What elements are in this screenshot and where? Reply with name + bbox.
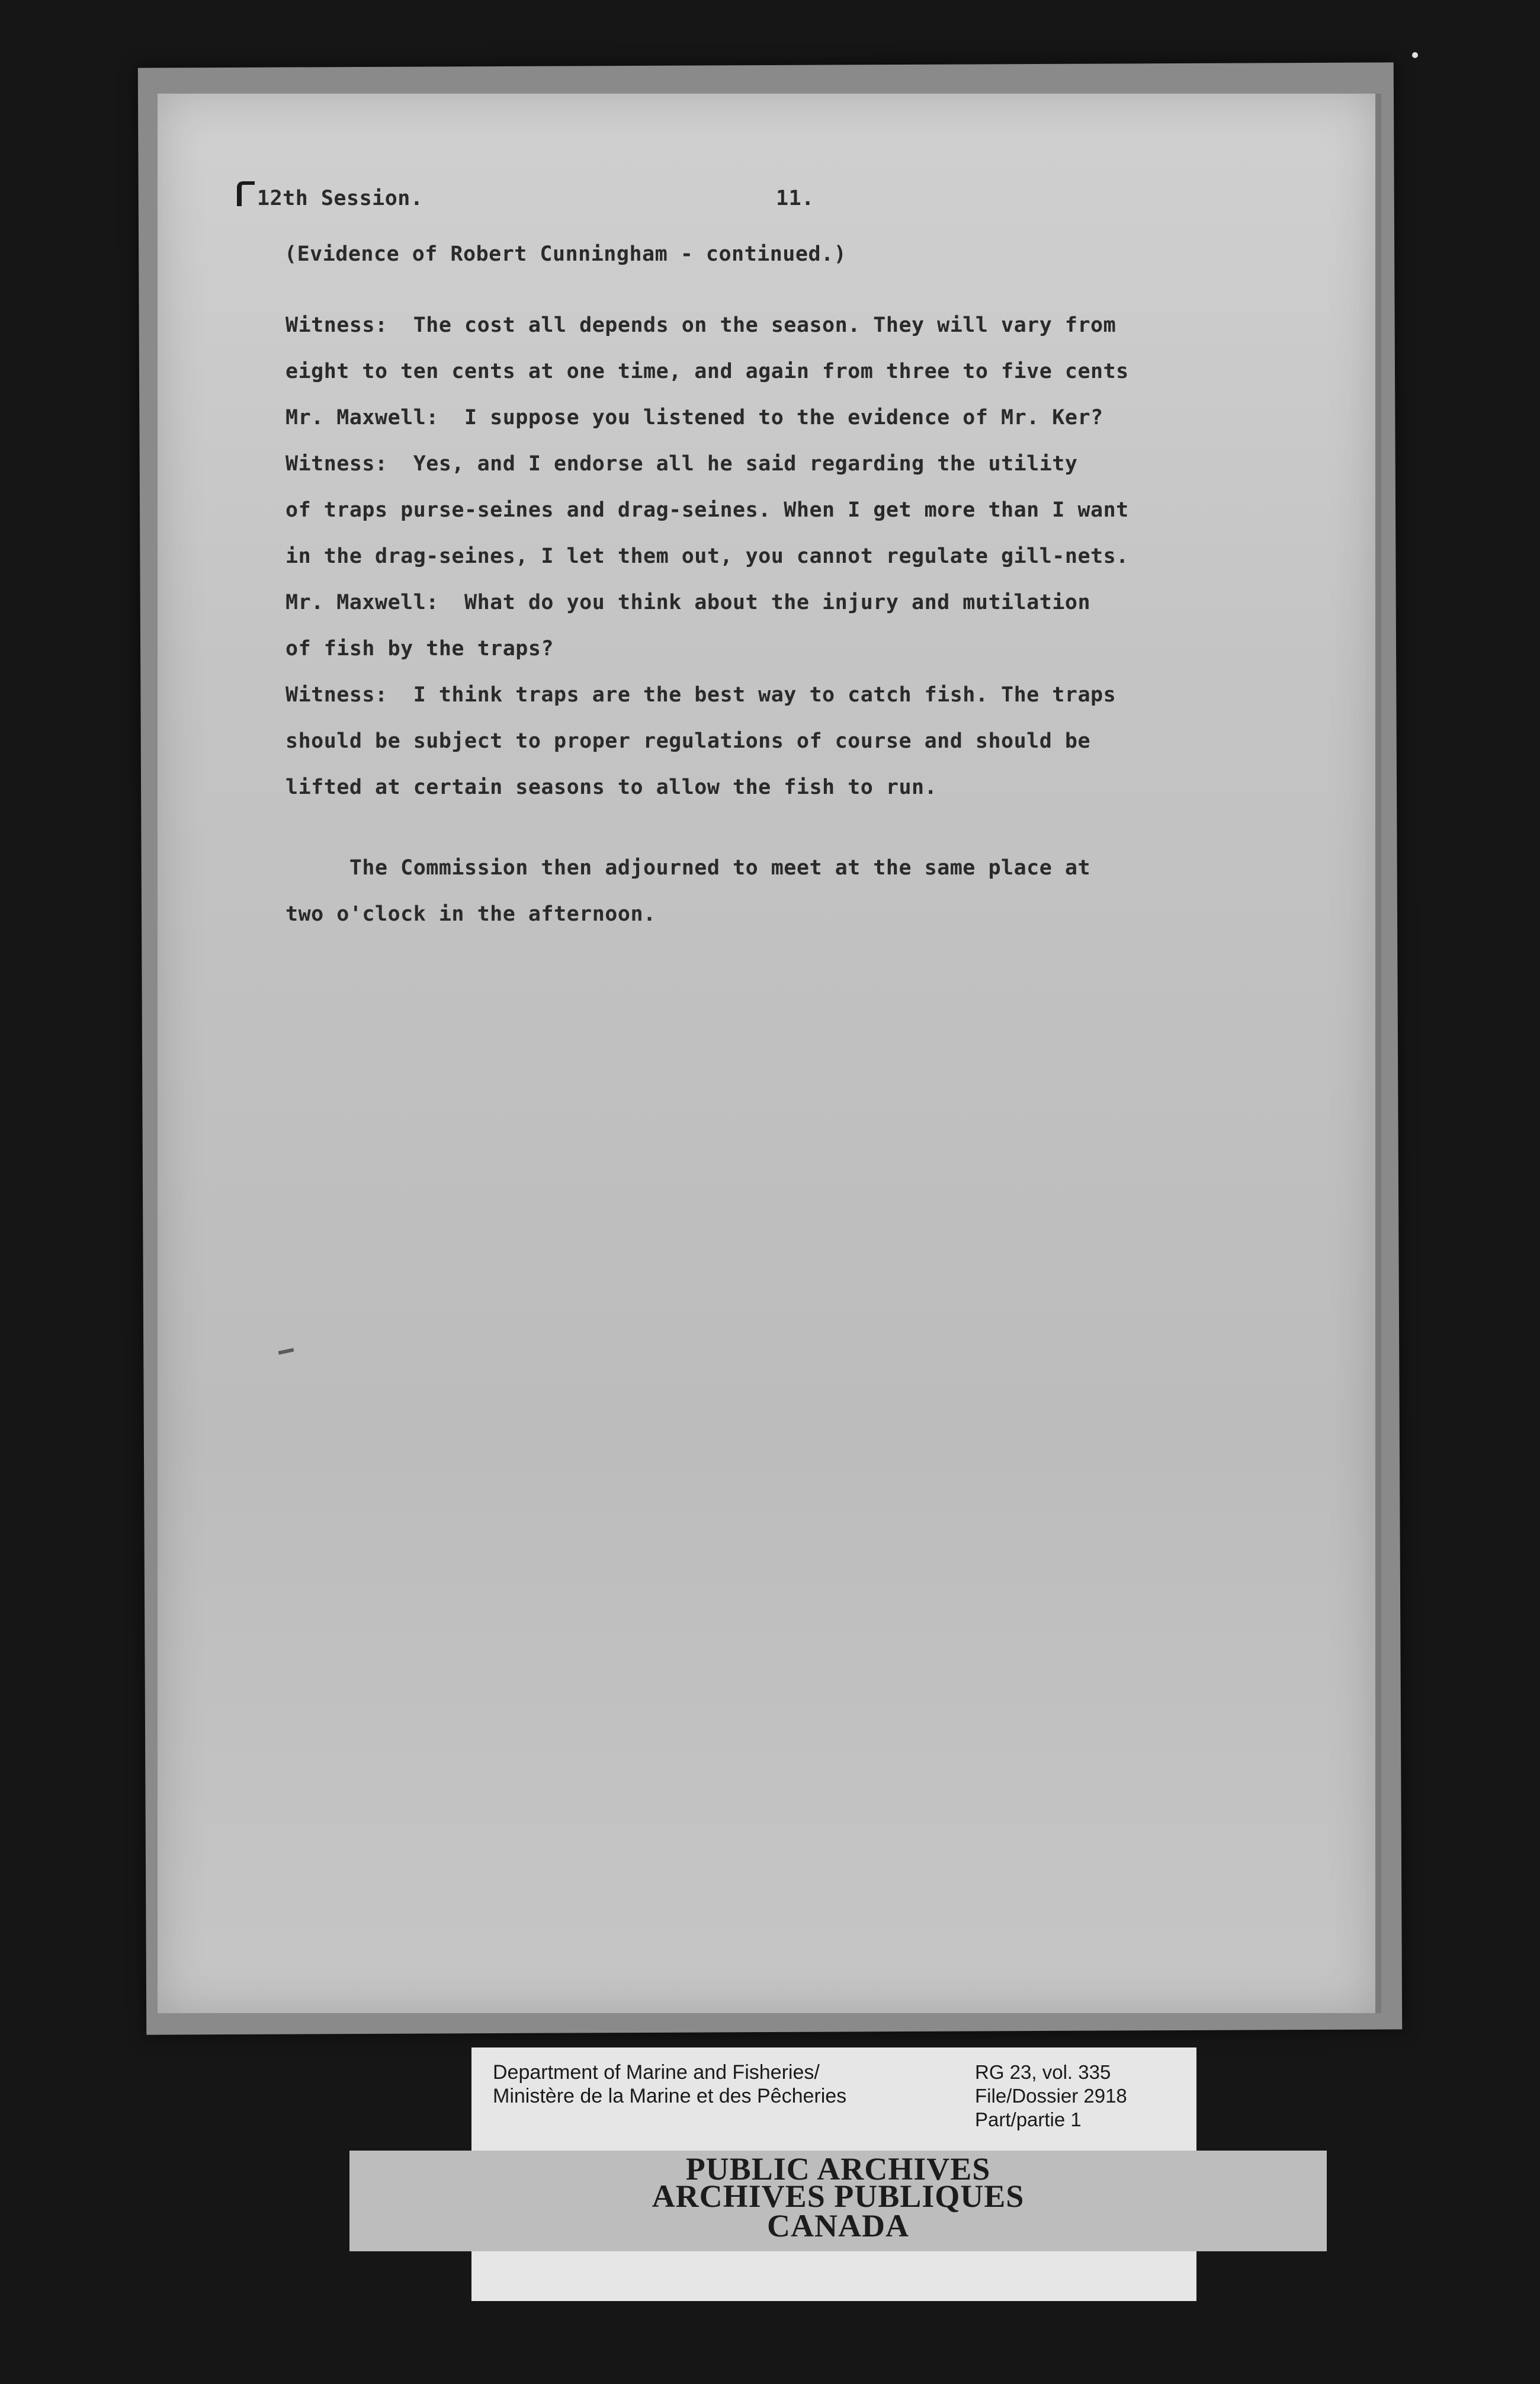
testimony-line: should be subject to proper regulations of course and should be <box>285 729 1091 753</box>
testimony-line: of fish by the traps? <box>285 637 554 661</box>
tab-mark <box>237 181 255 206</box>
department-label: Department of Marine and Fisheries/ Ministère de la Marine et des Pêcheries <box>493 2061 847 2107</box>
testimony-line: Witness: Yes, and I endorse all he said regarding the utility <box>285 452 1078 476</box>
dust-speck <box>1412 52 1418 58</box>
adjournment-paragraph <box>285 845 1090 937</box>
adjournment-line: two o'clock in the afternoon. <box>285 902 656 926</box>
testimony-line: Mr. Maxwell: I suppose you listened to the evidence of Mr. Ker? <box>285 406 1103 430</box>
session-header: 12th Session. <box>257 187 424 210</box>
file-reference-label: RG 23, vol. 335 File/Dossier 2918 Part/partie 1 <box>975 2061 1127 2130</box>
adjournment-line: The Commission then adjourned to meet at the same place at <box>285 856 1091 880</box>
archives-stamp-line: CANADA <box>767 2208 909 2244</box>
testimony-line: Witness: The cost all depends on the season. They will vary from <box>285 313 1116 337</box>
testimony-line: Mr. Maxwell: What do you think about the injury and mutilation <box>285 591 1091 614</box>
testimony-body <box>285 302 1129 810</box>
testimony-line: eight to ten cents at one time, and again from three to five cents <box>285 360 1129 383</box>
page-number: 11. <box>776 187 814 210</box>
archives-stamp-line: PUBLIC ARCHIVES <box>685 2151 991 2187</box>
archives-stamp-line: ARCHIVES PUBLIQUES <box>652 2178 1025 2214</box>
testimony-line: in the drag-seines, I let them out, you cannot regulate gill-nets. <box>285 544 1129 568</box>
testimony-line: Witness: I think traps are the best way to catch fish. The traps <box>285 683 1116 707</box>
testimony-line: lifted at certain seasons to allow the fish to run. <box>285 776 938 799</box>
archives-stamp-band <box>349 2151 1327 2251</box>
testimony-line: of traps purse-seines and drag-seines. When I get more than I want <box>285 498 1129 522</box>
evidence-continued-line: (Evidence of Robert Cunningham - continued.) <box>284 242 847 266</box>
